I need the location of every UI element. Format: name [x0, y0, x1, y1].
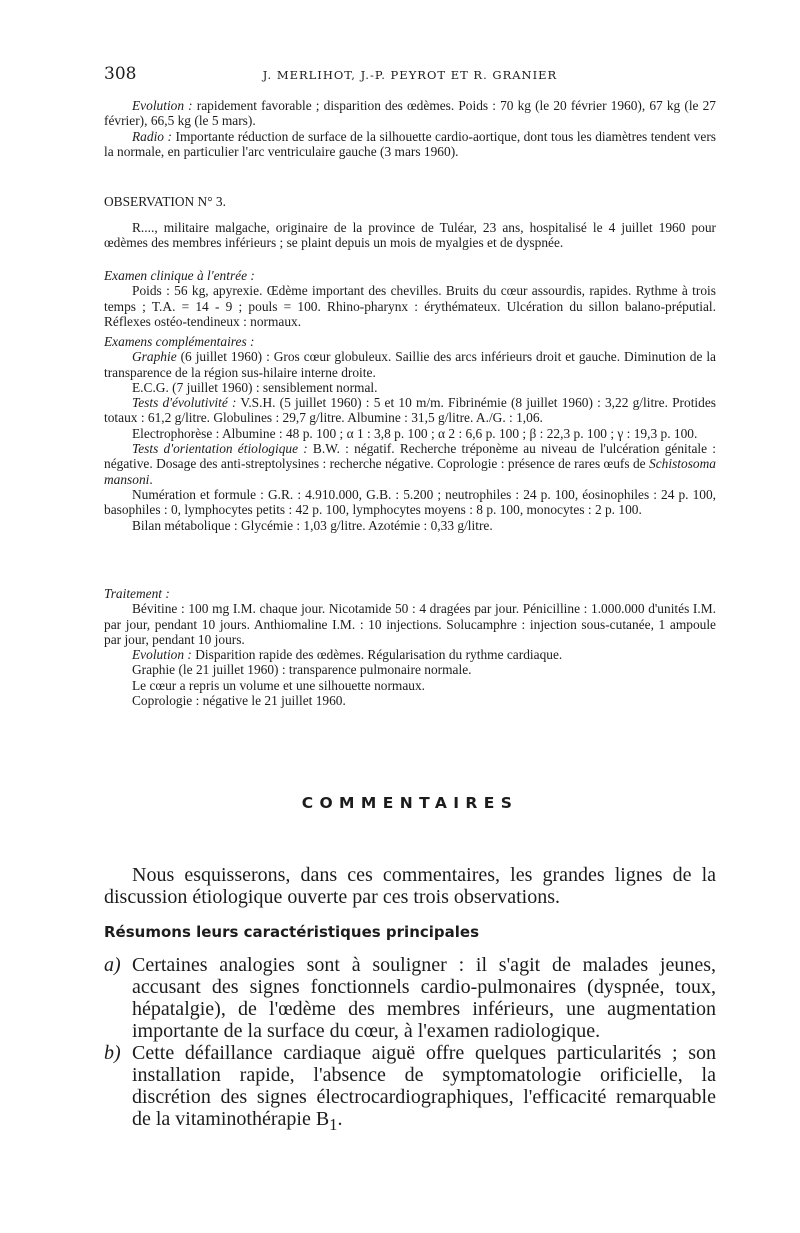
running-head: J. MERLIHOT, J.-P. PEYROT ET R. GRANIER [262, 68, 558, 82]
radio-paragraph [104, 129, 716, 160]
list-item-b [104, 1042, 716, 1136]
evolution3-label: Evolution : [132, 647, 192, 663]
numeration-paragraph: Numération et formule : G.R. : 4.910.000, G.B. : 5.200 ; neutrophiles : 24 p. 100, éosinophiles : 24 p. 100, basophiles : 0, lymphocytes petits : 42 p. 100, lymphocytes moyens : 8 p. 100, monocytes : 2 p. 100. [104, 486, 716, 518]
traitement-block [104, 586, 716, 708]
item-text-b [132, 1042, 716, 1136]
evolutivite-label: Tests d'évolutivité : [132, 395, 237, 411]
observation-3-heading: OBSERVATION N° 3. [104, 194, 226, 209]
coeur-final: Le cœur a repris un volume et une silhouette normaux. [132, 677, 426, 693]
page-number: 308 [104, 64, 137, 84]
examens-complementaires-block [104, 334, 716, 533]
complementaires-heading: Examens complémentaires : [104, 334, 255, 349]
orientation-paragraph [104, 441, 716, 487]
characteristics-list [104, 954, 716, 1136]
commentaires-intro-text: Nous esquisserons, dans ces commentaires, les grandes lignes de la discussion étiologique ouverte par ces trois observations. [104, 864, 716, 908]
ecg-paragraph: E.C.G. (7 juillet 1960) : sensiblement normal. [132, 379, 378, 395]
intro-paragraph: R...., militaire malgache, originaire de la province de Tuléar, 23 ans, hospitalisé le 4 juillet 1960 pour œdèmes des membres inférieurs ; se plaint depuis un mois de myalgies et de dyspnée. [104, 220, 716, 251]
orientation-label: Tests d'orientation étiologique : [132, 441, 308, 457]
evolutivite-text: V.S.H. (5 juillet 1960) : 5 et 10 m/m. Fibrinémie (8 juillet 1960) : 3,22 g/litre. Protides totaux : 61,2 g/litre. Globulines : 29,7 g/litre. Albumine : 31,5 g/litre. A./G. : 1,06. [104, 395, 716, 426]
commentaires-intro [104, 864, 716, 908]
evolution-text: rapidement favorable ; disparition des œdèmes. Poids : 70 kg (le 20 février 1960), 67 kg (le 27 février), 66,5 kg (le 5 mars). [104, 98, 716, 129]
item-text-b-end: . [337, 1108, 343, 1130]
evolution-label: Evolution : [132, 98, 193, 113]
schistosoma-name: Schistosoma mansoni [104, 456, 716, 487]
radio-label: Radio : [132, 128, 172, 144]
evolution-paragraph [104, 98, 716, 129]
examen-clinique-text: Poids : 56 kg, apyrexie. Œdème important des chevilles. Bruits du cœur assourdis, rapides. Rythme à trois temps ; T.A. = 14 - 9 ; pouls = 100. Rhino-pharynx : érythémateux. Ulcération du sillon balano-préputial. Réflexes ostéo-tendineux : normaux. [104, 283, 716, 329]
electrophorese-paragraph: Electrophorèse : Albumine : 48 p. 100 ; α 1 : 3,8 p. 100 ; α 2 : 6,6 p. 100 ; β : 22,3 p. 100 ; γ : 19,3 p. 100. [132, 425, 698, 441]
graphie-paragraph [104, 349, 716, 380]
resumons-heading: Résumons leurs caractéristiques principales [104, 923, 480, 941]
evolution-radio-block [104, 98, 716, 159]
examen-clinique-heading: Examen clinique à l'entrée : [104, 268, 255, 283]
section-title-commentaires: COMMENTAIRES [301, 794, 519, 812]
evolution3-text: Disparition rapide des œdèmes. Régularisation du rythme cardiaque. [195, 647, 563, 663]
item-text-b-body: Cette défaillance cardiaque aiguë offre quelques particularités ; son installation rapide, l'absence de symptomatologie orificielle, la discrétion des signes électrocardiographiques, l'efficacité remarquable de la vitaminothérapie B [132, 1042, 716, 1130]
item-text-b-subscript: 1 [329, 1115, 338, 1134]
bilan-paragraph: Bilan métabolique : Glycémie : 1,03 g/litre. Azotémie : 0,33 g/litre. [132, 517, 493, 533]
traitement-heading: Traitement : [104, 586, 170, 601]
coprologie-final: Coprologie : négative le 21 juillet 1960. [132, 693, 346, 709]
traitement-text: Bévitine : 100 mg I.M. chaque jour. Nicotamide 50 : 4 dragées par jour. Pénicilline : 1.000.000 d'unités I.M. par jour, pendant 10 jours. Anthiomaline I.M. : 10 injections. Solucamphre : injection sous-cutanée, 1 ampoule par jour, pendant 10 jours. [104, 601, 716, 647]
orientation-text: B.W. : négatif. Recherche tréponème au niveau de l'ulcération génitale : négative. Dosage des anti-streptolysines : recherche négative. Coprologie : présence de rares œufs de [104, 441, 717, 472]
radio-text: Importante réduction de surface de la silhouette cardio-aortique, dont tous les diamètres tendent vers la normale, en particulier l'arc ventriculaire gauche (3 mars 1960). [104, 128, 716, 159]
item-marker-b: b) [104, 1042, 121, 1064]
list-item-a [104, 954, 716, 1042]
page-header [104, 62, 716, 88]
graphie-final: Graphie (le 21 juillet 1960) : transparence pulmonaire normale. [132, 662, 472, 678]
evolutivite-paragraph [104, 395, 716, 426]
graphie-text: (6 juillet 1960) : Gros cœur globuleux. Saillie des arcs inférieurs droit et gauche. Diminution de la transparence de la région sus-hilaire interne droite. [104, 349, 716, 380]
graphie-label: Graphie [132, 349, 177, 365]
evolution3-paragraph [104, 647, 716, 662]
observation-3-intro [104, 220, 716, 251]
examen-clinique-block [104, 268, 716, 329]
item-text-a: Certaines analogies sont à souligner : il s'agit de malades jeunes, accusant des signes fonctionnels cardio-pulmonaires (dyspnée, toux, hépatalgie), de l'œdème des membres inférieurs, une augmentation importante de la surface du cœur, à l'examen radiologique. [132, 954, 716, 1042]
item-marker-a: a) [104, 954, 121, 976]
orientation-end: . [149, 471, 153, 487]
